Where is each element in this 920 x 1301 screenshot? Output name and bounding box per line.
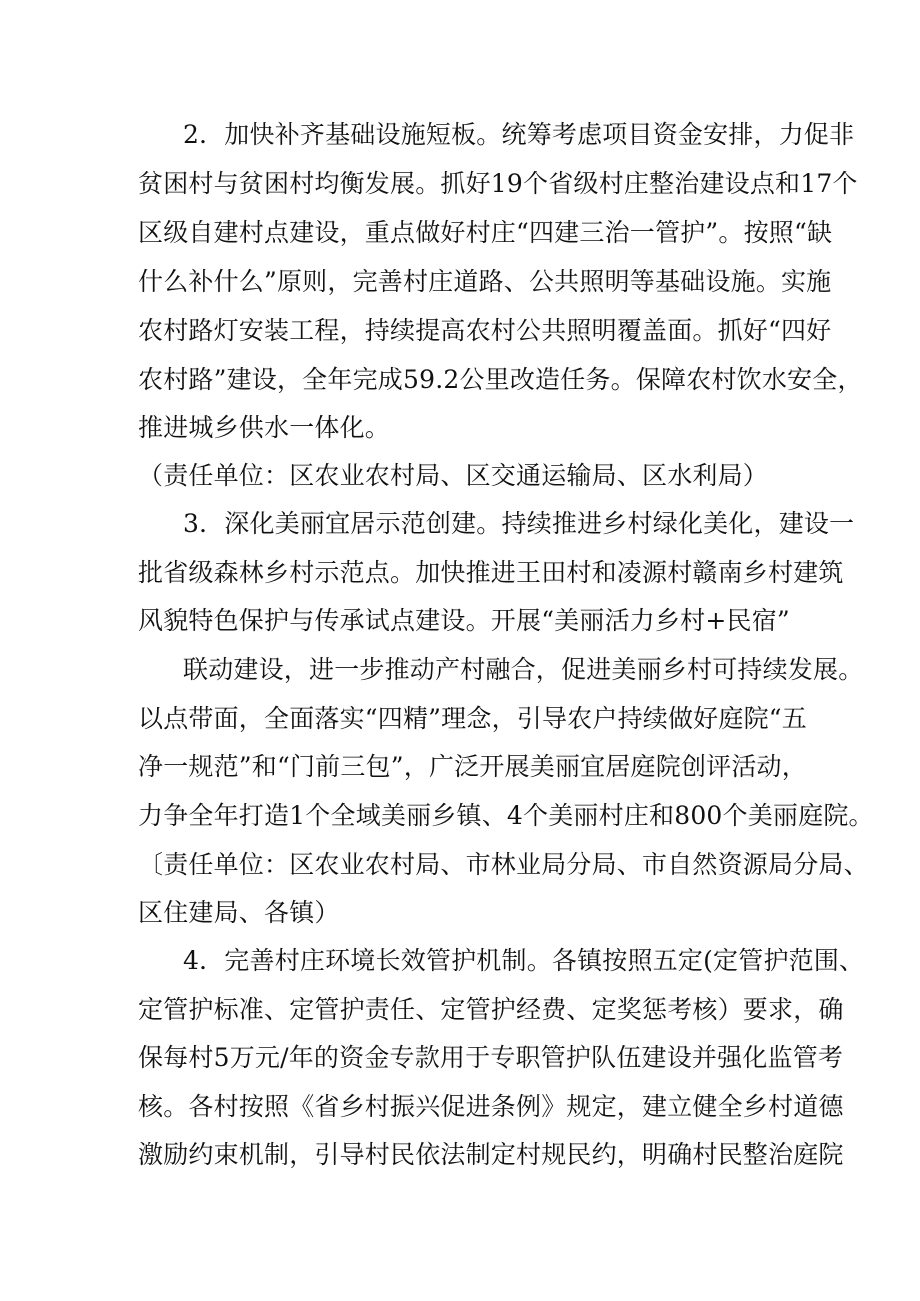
paragraph-2-line-4: 什么补什么”原则，完善村庄道路、公共照明等基础设施。实施: [138, 267, 832, 296]
paragraph-2-line-2: 贫困村与贫困村均衡发展。抓好19个省级村庄整治建设点和17个: [138, 169, 858, 198]
responsibility-line-2-cont: 区住建局、各镇）: [138, 898, 340, 927]
paragraph-2-line-7: 推进城乡供水一体化。: [138, 413, 391, 442]
paragraph-4-line-3: 保每村5万元/年的资金专款用于专职管护队伍建设并强化监管考: [138, 1043, 844, 1072]
paragraph-2-line-3: 区级自建村点建设，重点做好村庄“四建三治一管护”。按照“缺: [138, 218, 833, 247]
responsibility-line-2: 〔责任单位：区农业农村局、市林业局分局、市自然资源局分局、: [138, 850, 869, 879]
paragraph-2-line-1: 2．加快补齐基础设施短板。统筹考虑项目资金安排，力促非: [183, 120, 855, 149]
responsibility-line-1: （责任单位：区农业农村局、区交通运输局、区水利局）: [138, 461, 769, 490]
paragraph-2-line-6: 农村路”建设，全年完成59.2公里改造任务。保障农村饮水安全，: [138, 365, 863, 394]
paragraph-4-line-4: 核。各村按照《省乡村振兴促进条例》规定，建立健全乡村道德: [138, 1092, 844, 1121]
paragraph-4-line-1: 4．完善村庄环境长效管护机制。各镇按照五定(定管护范围、: [183, 946, 865, 975]
paragraph-4-line-5: 激励约束机制，引导村民依法制定村规民约，明确村民整治庭院: [138, 1140, 844, 1169]
paragraph-3-line-7: 力争全年打造1个全域美丽乡镇、4个美丽村庄和800个美丽庭院。: [138, 801, 874, 830]
paragraph-3-line-6: 净一规范”和“门前三包”，广泛开展美丽宜居庭院创评活动，: [138, 752, 807, 781]
paragraph-2-line-5: 农村路灯安装工程，持续提高农村公共照明覆盖面。抓好“四好: [138, 316, 832, 345]
paragraph-3-line-2: 批省级森林乡村示范点。加快推进王田村和凌源村赣南乡村建筑: [138, 558, 844, 587]
paragraph-3-line-4: 联动建设，进一步推动产村融合，促进美丽乡村可持续发展。: [183, 655, 864, 684]
paragraph-3-line-5: 以点带面，全面落实“四精”理念，引导农户持续做好庭院“五: [138, 704, 807, 733]
paragraph-3-line-3: 风貌特色保护与传承试点建设。开展“美丽活力乡村+民宿”: [138, 606, 790, 635]
paragraph-4-line-2: 定管护标准、定管护责任、定管护经费、定奖惩考核）要求，确: [138, 995, 844, 1024]
paragraph-3-line-1: 3．深化美丽宜居示范创建。持续推进乡村绿化美化，建设一: [183, 509, 855, 538]
